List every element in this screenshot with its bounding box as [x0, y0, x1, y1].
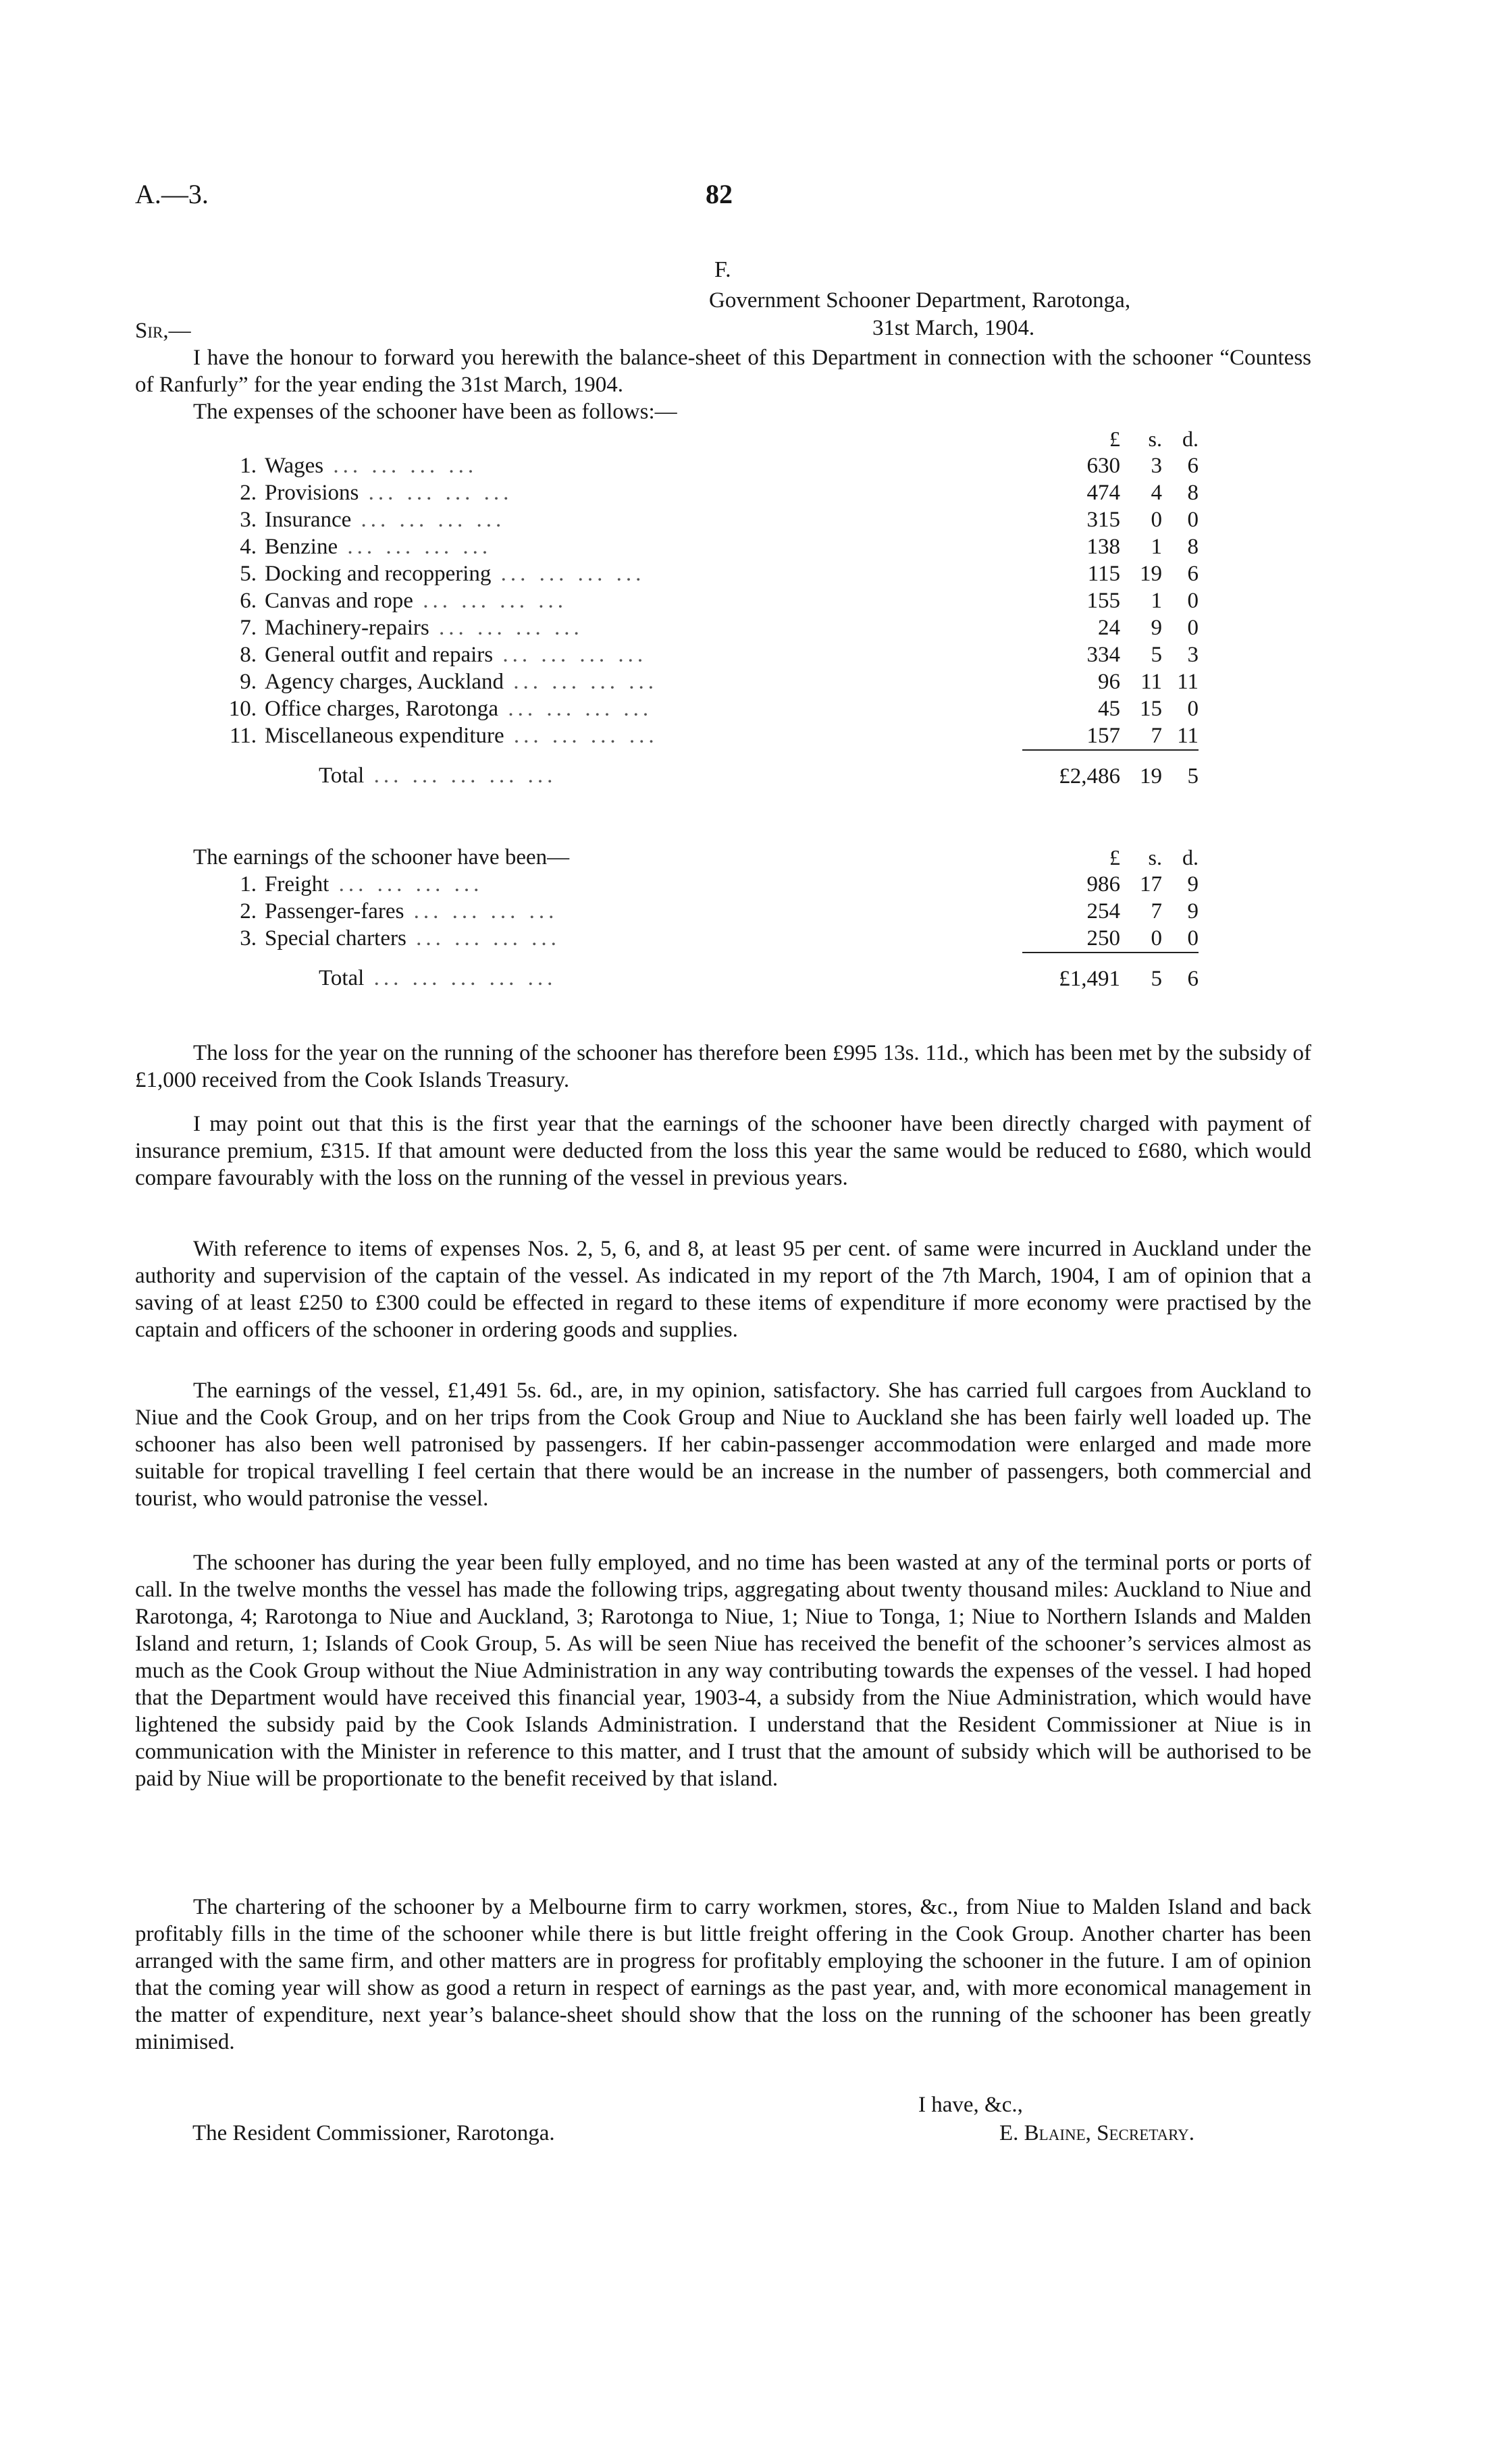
expense-row: 3. Insurance ... ... ... ... 315 0 0 — [223, 506, 1199, 533]
earnings-total-label: Total — [319, 966, 365, 990]
item-pence: 8 — [1187, 481, 1199, 505]
item-number: 3. — [240, 508, 257, 532]
item-number: 2. — [240, 481, 257, 505]
item-pence: 3 — [1187, 643, 1199, 667]
earnings-total-shillings: 5 — [1151, 967, 1162, 991]
pence-column-header: d. — [1182, 427, 1199, 451]
shillings-column-header: s. — [1148, 845, 1162, 869]
document-reference: A.—3. — [135, 179, 209, 209]
earnings-total-pounds: £1,491 — [1059, 967, 1120, 991]
item-number: 4. — [240, 535, 257, 559]
item-pence: 9 — [1187, 872, 1199, 896]
body-paragraph: The schooner has during the year been fully employed, and no time has been wasted at any of the terminal ports or ports of call. In the twelve months the vessel has made the following trips, aggregating about twenty thousand miles: Auckland to Niue and Rarotonga, 4; Rarotonga to Niue and Auckland, 3; Rarotonga to Niue, 1; Niue to Tonga, 1; Niue to Northern Islands and Malden Island and return, 1; Islands of Cook Group, 5. As will be seen Niue has received the benefit of the schooner’s services almost as much as the Cook Group without the Niue Administration in any way contributing towards the expenses of the vessel. I had hoped that the Department would have received this financial year, 1903-4, a subsidy from the Niue Administration, which would have lightened the subsidy paid by the Cook Islands Administration. I understand that the Resident Commissioner at Niue is in communication with the Minister in reference to this matter, and I trust that the amount of subsidy which will be authorised to be paid by Niue will be proportionate to the benefit received by that island. — [135, 1551, 1311, 1791]
item-number: 9. — [240, 670, 257, 694]
signatory-name: E. Blaine, Secretary. — [999, 2121, 1195, 2145]
item-pence: 11 — [1177, 670, 1199, 694]
item-label: Docking and recoppering — [265, 562, 492, 586]
body-paragraph: The chartering of the schooner by a Melbourne firm to carry workmen, stores, &c., from Niue to Malden Island and back profitably fills in the time of the schooner while there is but little freight offering in the Cook Group. Another charter has been arranged with the same firm, and other matters are in progress for profitably employing the schooner in the future. I am of opinion that the coming year will show as good a return in respect of earnings as the past year, and, with more economical management in the matter of expenditure, next year’s balance-sheet should show that the loss on the running of the schooner has been greatly minimised. — [135, 1895, 1311, 2054]
item-number: 6. — [240, 589, 257, 613]
item-shillings: 7 — [1124, 722, 1162, 750]
item-number: 5. — [240, 562, 257, 586]
item-shillings: 1 — [1151, 535, 1162, 559]
item-label: Insurance — [265, 508, 352, 532]
body-paragraph: The earnings of the vessel, £1,491 5s. 6d., are, in my opinion, satisfactory. She has carried full cargoes from Auckland to Niue and the Cook Group, and on her trips from the Cook Group and Niue to Auckland she has been fairly well loaded up. The schooner has also been well patronised by passengers. If her cabin-passenger accommodation were enlarged and made more suitable for tropical travelling I feel certain that there would be an increase in the number of passengers, both commercial and tourist, who would patronise the vessel. — [135, 1378, 1311, 1511]
expense-row: 2. Provisions ... ... ... ... 474 4 8 — [223, 479, 1199, 506]
item-pence: 0 — [1187, 697, 1199, 721]
earning-row: 3. Special charters ... ... ... ... 250 0 0 — [223, 925, 1199, 953]
signatory — [999, 2120, 1194, 2147]
item-shillings: 3 — [1151, 454, 1162, 478]
item-shillings: 1 — [1151, 589, 1162, 613]
item-pence: 8 — [1187, 535, 1199, 559]
salutation: Sir,— — [135, 319, 191, 343]
item-shillings: 0 — [1151, 508, 1162, 532]
expense-row: 9. Agency charges, Auckland ... ... ... ... 96 11 11 — [223, 668, 1199, 695]
expense-row: 1. Wages ... ... ... ... 630 3 6 — [223, 452, 1199, 479]
item-pounds: 24 — [1098, 616, 1120, 640]
item-number: 8. — [240, 643, 257, 667]
item-pounds: 96 — [1098, 670, 1120, 694]
expenses-total-pounds: £2,486 — [1059, 764, 1120, 788]
expenses-total-pence: 5 — [1187, 764, 1199, 788]
page-number: 82 — [706, 179, 733, 209]
item-pence: 0 — [1187, 508, 1199, 532]
letterhead-from: Government Schooner Department, Rarotonga, — [709, 288, 1131, 313]
item-number: 11. — [229, 724, 257, 748]
item-label: Miscellaneous expenditure — [265, 724, 504, 748]
item-shillings: 7 — [1151, 899, 1162, 923]
item-pounds: 115 — [1087, 562, 1120, 586]
earnings-header-row — [223, 844, 1199, 871]
body-paragraph: The loss for the year on the running of the schooner has therefore been £995 13s. 11d., which has been met by the subsidy of £1,000 received from the Cook Islands Treasury. — [135, 1041, 1311, 1092]
item-pounds: 986 — [1086, 872, 1120, 896]
item-pounds: 250 — [1022, 925, 1124, 953]
item-pounds: 315 — [1086, 508, 1120, 532]
pence-column-header: d. — [1182, 845, 1199, 869]
item-shillings: 0 — [1124, 925, 1162, 953]
item-number: 1. — [240, 872, 257, 896]
item-label: Benzine — [265, 535, 338, 559]
section-letter: F. — [714, 257, 731, 282]
item-shillings: 17 — [1140, 872, 1162, 896]
item-shillings: 5 — [1151, 643, 1162, 667]
earning-row: 1. Freight ... ... ... ... 986 17 9 — [223, 871, 1199, 898]
item-number: 2. — [240, 899, 257, 923]
expenses-total-shillings: 19 — [1140, 764, 1162, 788]
item-pounds: 474 — [1086, 481, 1120, 505]
expense-row: 6. Canvas and rope ... ... ... ... 155 1 0 — [223, 587, 1199, 614]
item-pence: 0 — [1187, 616, 1199, 640]
expense-row: 8. General outfit and repairs ... ... ... ... 334 5 3 — [223, 641, 1199, 668]
item-label: General outfit and repairs — [265, 643, 494, 667]
item-label: Passenger-fares — [265, 899, 404, 923]
item-pence: 0 — [1187, 589, 1199, 613]
expenses-total-label: Total — [319, 764, 365, 788]
shillings-column-header: s. — [1148, 427, 1162, 451]
letter-date: 31st March, 1904. — [872, 316, 1035, 340]
body-paragraph: I may point out that this is the first year that the earnings of the schooner have been directly charged with payment of insurance premium, £315. If that amount were deducted from the loss this year the same would be reduced to £680, which would compare favourably with the loss on the running of the vessel in previous years. — [135, 1112, 1311, 1190]
item-shillings: 15 — [1140, 697, 1162, 721]
intro-paragraph: I have the honour to forward you herewith the balance-sheet of this Department in connection with the schooner “Countess of Ranfurly” for the year ending the 31st March, 1904. — [135, 346, 1311, 397]
pounds-column-header: £ — [1109, 427, 1120, 451]
item-pence: 6 — [1187, 562, 1199, 586]
item-pounds: 157 — [1022, 722, 1124, 750]
item-label: Provisions — [265, 481, 359, 505]
expenses-intro: The expenses of the schooner have been as follows:— — [193, 400, 677, 424]
item-pounds: 630 — [1086, 454, 1120, 478]
item-label: Machinery-repairs — [265, 616, 429, 640]
body-paragraph: With reference to items of expenses Nos. 2, 5, 6, and 8, at least 95 per cent. of same were incurred in Auckland under the authority and supervision of the captain of the vessel. As indicated in my report of the 7th March, 1904, I am of opinion that a saving of at least £250 to £300 could be effected in regard to these items of expenditure if more economy were practised by the captain and officers of the schooner in ordering goods and supplies. — [135, 1237, 1311, 1342]
item-label: Special charters — [265, 926, 406, 950]
item-pounds: 155 — [1086, 589, 1120, 613]
item-pence: 9 — [1187, 899, 1199, 923]
item-pounds: 334 — [1086, 643, 1120, 667]
item-number: 1. — [240, 454, 257, 478]
earnings-total-pence: 6 — [1187, 967, 1199, 991]
earnings-intro: The earnings of the schooner have been— — [193, 845, 570, 869]
item-number: 10. — [228, 697, 257, 721]
addressee: The Resident Commissioner, Rarotonga. — [192, 2121, 555, 2145]
item-label: Wages — [265, 454, 324, 478]
item-pence: 11 — [1162, 722, 1199, 750]
earning-row: 2. Passenger-fares ... ... ... ... 254 7 9 — [223, 898, 1199, 925]
item-pence: 0 — [1162, 925, 1199, 953]
expense-row: 4. Benzine ... ... ... ... 138 1 8 — [223, 533, 1199, 560]
item-label: Canvas and rope — [265, 589, 413, 613]
item-shillings: 19 — [1140, 562, 1162, 586]
item-pounds: 45 — [1098, 697, 1120, 721]
item-number: 7. — [240, 616, 257, 640]
expense-row: 7. Machinery-repairs ... ... ... ... 24 9 0 — [223, 614, 1199, 641]
expenses-header-row — [223, 425, 1199, 452]
item-shillings: 4 — [1151, 481, 1162, 505]
item-label: Office charges, Rarotonga — [265, 697, 499, 721]
item-label: Agency charges, Auckland — [265, 670, 504, 694]
earnings-table — [223, 844, 1199, 992]
item-pounds: 254 — [1086, 899, 1120, 923]
expense-row: 5. Docking and recoppering ... ... ... ... 115 19 6 — [223, 560, 1199, 587]
item-pence: 6 — [1187, 454, 1199, 478]
expense-row: 10. Office charges, Rarotonga ... ... ... ... 45 15 0 — [223, 695, 1199, 722]
earnings-total-row: Total ... ... ... ... ... £1,491 5 6 — [223, 953, 1199, 992]
expense-row: 11. Miscellaneous expenditure ... ... ... ... 157 7 11 — [223, 722, 1199, 750]
item-shillings: 9 — [1151, 616, 1162, 640]
pounds-column-header: £ — [1109, 845, 1120, 869]
expenses-total-row: Total ... ... ... ... ... £2,486 19 5 — [223, 750, 1199, 790]
expenses-table — [223, 425, 1199, 790]
item-pounds: 138 — [1086, 535, 1120, 559]
item-shillings: 11 — [1140, 670, 1162, 694]
item-label: Freight — [265, 872, 330, 896]
item-number: 3. — [240, 926, 257, 950]
sign-off: I have, &c., — [918, 2093, 1023, 2117]
